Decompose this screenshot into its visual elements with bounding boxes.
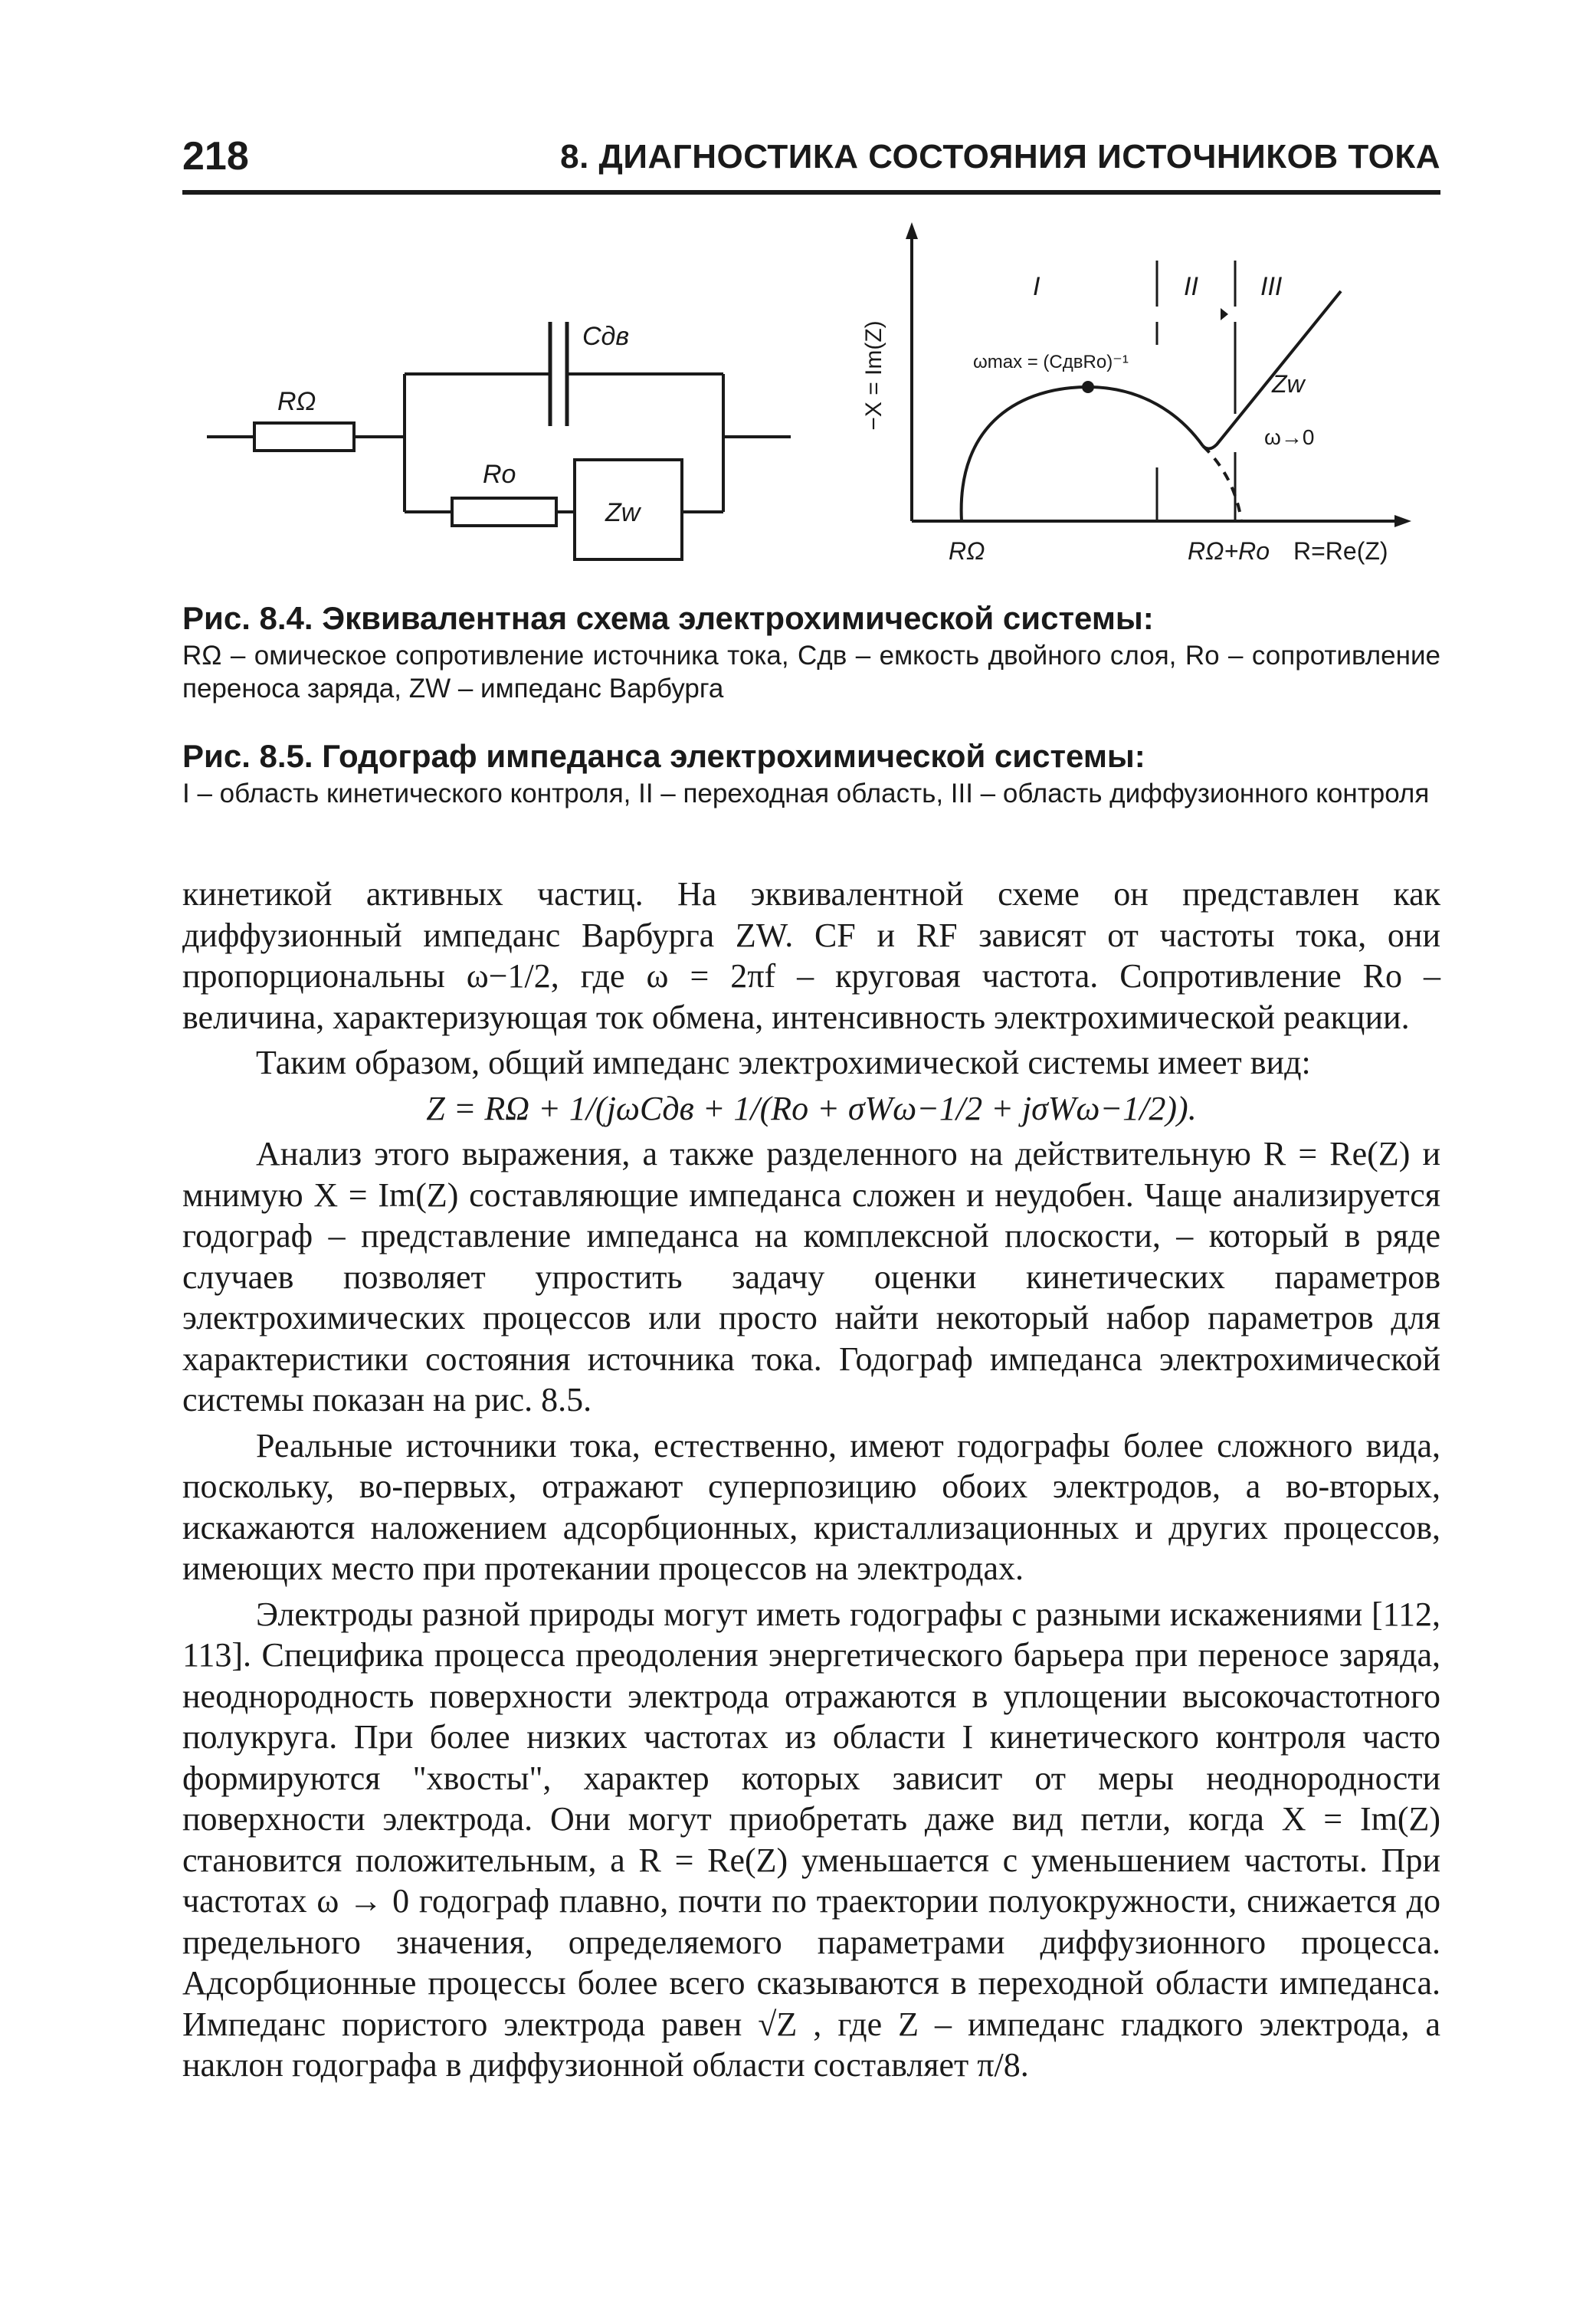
omega-max-label: ωmax = (CдвRo)⁻¹	[973, 352, 1129, 372]
label-z-w: Zw	[605, 498, 641, 527]
page-header	[182, 130, 1440, 195]
x-tick-r-omega-plus-r-o: RΩ+Ro	[1188, 537, 1270, 565]
omega-max-point	[1082, 381, 1094, 393]
equivalent-circuit-diagram	[207, 307, 805, 582]
figure-8-4-title: Рис. 8.4. Эквивалентная схема электрохимической системы:	[182, 600, 1154, 636]
region-1-label: I	[1033, 272, 1041, 301]
y-axis-label: −X = Im(Z)	[861, 320, 886, 431]
figure-8-4-text: RΩ – омическое сопротивление источника тока, Cдв – емкость двойного слоя, Ro – сопротивление переноса заряда, ZW – импеданс Варбурга	[182, 641, 1440, 703]
paragraph-4: Реальные источники тока, естественно, имеют годографы более сложного вида, поскольку, во-первых, отражают суперпозицию обоих электродов, а во-вторых, искажаются наложением адсорбционных, кристаллизационных и других процессов, имеющих место при протекании процессов на электродах.	[182, 1426, 1440, 1587]
region-3-label: III	[1260, 272, 1283, 301]
body-text	[182, 874, 1440, 2091]
paragraph-3: Анализ этого выражения, а также разделенного на действительную R = Re(Z) и мнимую X = Im(Z) составляющие импеданса сложен и неудобен. Чаще анализируется годограф – представление импеданса на комплексной плоскости, – который в ряде случаев позволяет упростить задачу оценки кинетических параметров электрохимических процессов или просто найти некоторый набор параметров для характеристики состояния источника тока. Годограф импеданса электрохимической системы показан на рис. 8.5.	[182, 1135, 1440, 1418]
paragraph-2: Таким образом, общий импеданс электрохимической системы имеет вид:	[256, 1044, 1311, 1081]
running-title: 8. ДИАГНОСТИКА СОСТОЯНИЯ ИСТОЧНИКОВ ТОКА	[560, 138, 1440, 175]
page-number: 218	[182, 134, 249, 179]
impedance-formula: Z = RΩ + 1/(jωCдв + 1/(Ro + σWω−1/2 + jσWω−1/2)).	[426, 1089, 1197, 1127]
figure-8-4-caption	[182, 598, 1440, 705]
region-2-label: II	[1184, 272, 1198, 301]
kinetic-semicircle	[962, 387, 1203, 521]
resistor-r-omega	[254, 423, 354, 451]
label-r-o: Ro	[483, 460, 516, 489]
omega-to-zero-label: ω→0	[1264, 425, 1315, 449]
x-axis-label: R=Re(Z)	[1293, 537, 1388, 565]
z-w-label: Zw	[1272, 370, 1305, 398]
label-c-dv: Cдв	[582, 322, 630, 351]
resistor-r-o	[452, 498, 556, 526]
paragraph-1: кинетикой активных частиц. На эквивалентной схеме он представлен как диффузионный импеданс Варбурга ZW. CF и RF зависят от частоты тока, они пропорциональны ω−1/2, где ω = 2πf – круговая частота. Сопротивление Ro – величина, характеризующая ток обмена, интенсивность электрохимической реакции.	[182, 875, 1440, 1036]
x-tick-r-omega: RΩ	[949, 537, 985, 565]
label-r-omega: RΩ	[277, 387, 316, 416]
figure-8-5-text: I – область кинетического контроля, II – переходная область, III – область диффузионного контроля	[182, 779, 1430, 808]
paragraph-5: Электроды разной природы могут иметь годографы с разными искажениями [112, 113]. Специфика процесса преодоления энергетического барьера при переносе заряда, неоднородность поверхности электрода отражаются в уплощении высокочастотного полукруга. При более низких частотах из области I кинетического контроля часто формируются "хвосты", характер которых зависит от меры неоднородности поверхности электрода. Они могут приобретать даже вид петли, когда X = Im(Z) становится положительным, а R = Re(Z) уменьшается с уменьшением частоты. При частотах ω → 0 годограф плавно, почти по траектории полуокружности, снижается до предельного значения, определяемого параметрами диффузионного процесса. Адсорбционные процессы более всего сказываются в переходной области импеданса. Импеданс пористого электрода равен √Z , где Z – импеданс гладкого электрода, а наклон годографа в диффузионной области составляет π/8.	[182, 1595, 1440, 2084]
figure-8-5-caption	[182, 736, 1440, 810]
impedance-hodograph-diagram	[861, 222, 1448, 590]
figure-8-5-title: Рис. 8.5. Годограф импеданса электрохимической системы:	[182, 738, 1145, 774]
